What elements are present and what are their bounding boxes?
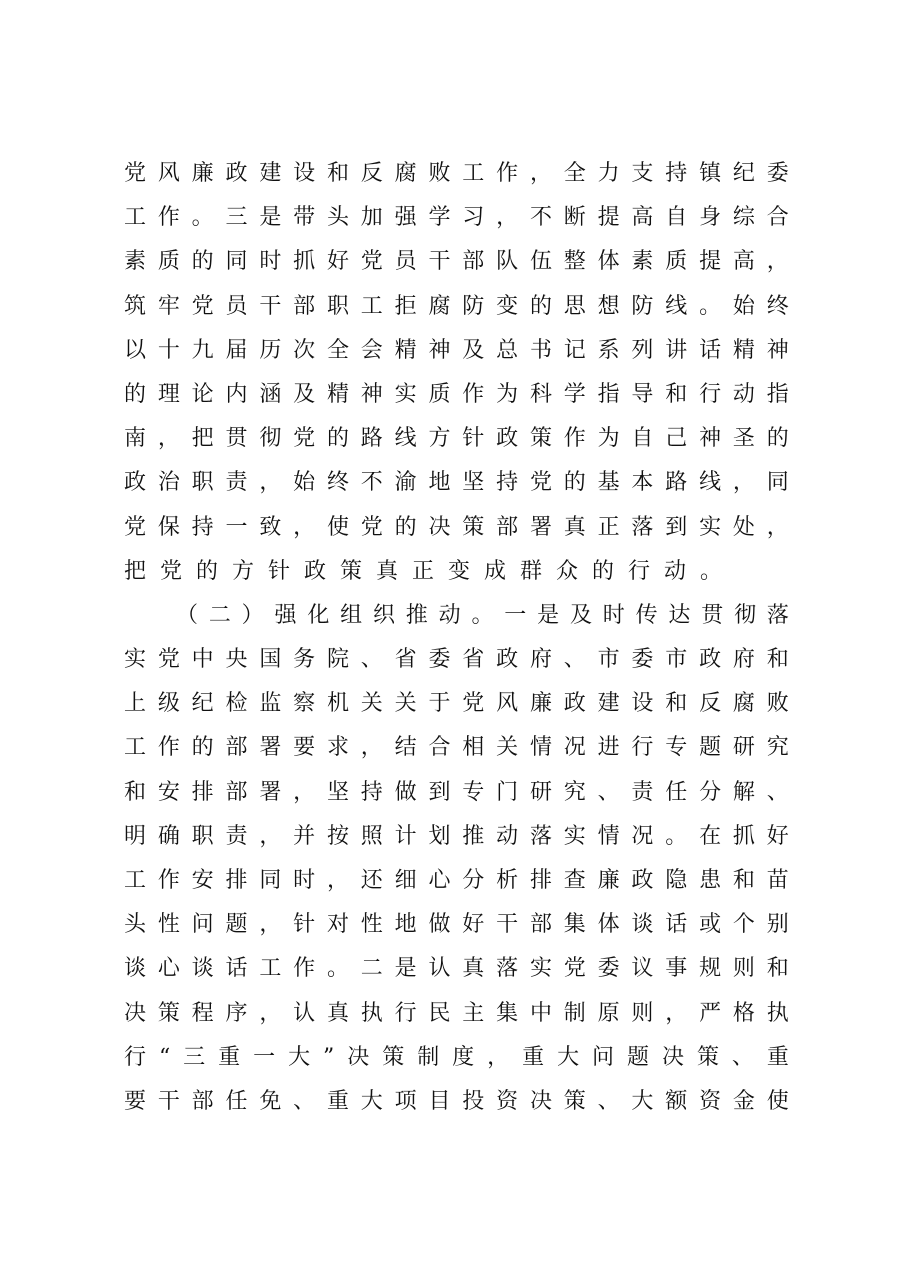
text-line: 南 ， 把 贯 彻 党 的 路 线 方 针 政 策 作 为 自 己 神 圣 的 (124, 426, 789, 452)
text-line: 决 策 程 序 ， 认 真 执 行 民 主 集 中 制 原 则 ， 严 格 执 (124, 1000, 789, 1026)
text-line: 和 安 排 部 署 ， 坚 持 做 到 专 门 研 究 、 责 任 分 解 、 (124, 779, 789, 805)
text-line: 以 十 九 届 历 次 全 会 精 神 及 总 书 记 系 列 讲 话 精 神 (124, 337, 789, 363)
text-line: 头 性 问 题 ， 针 对 性 地 做 好 干 部 集 体 谈 话 或 个 别 (124, 912, 789, 938)
body-text (124, 152, 789, 1124)
text-line: 党 保 持 一 致 ， 使 党 的 决 策 部 署 真 正 落 到 实 处 ， (124, 514, 789, 540)
text-line: 工 作 的 部 署 要 求 ， 结 合 相 关 情 况 进 行 专 题 研 究 (124, 735, 789, 761)
text-line: 的 理 论 内 涵 及 精 神 实 质 作 为 科 学 指 导 和 行 动 指 (124, 381, 789, 407)
text-line: 工 作 。 三 是 带 头 加 强 学 习 ， 不 断 提 高 自 身 综 合 (124, 205, 789, 231)
text-line-paragraph-end: 把党的方针政策真正变成群众的行动。 (124, 558, 737, 584)
text-line-section-heading: （ 二 ） 强 化 组 织 推 动 。 一 是 及 时 传 达 贯 彻 落 (176, 602, 789, 628)
text-line: 素 质 的 同 时 抓 好 党 员 干 部 队 伍 整 体 素 质 提 高 ， (124, 249, 789, 275)
text-line: 党 风 廉 政 建 设 和 反 腐 败 工 作 ， 全 力 支 持 镇 纪 委 (124, 161, 789, 186)
text-line: 要 干 部 任 免 、 重 大 项 目 投 资 决 策 、 大 额 资 金 使 (124, 1088, 789, 1114)
text-line: 谈 心 谈 话 工 作 。 二 是 认 真 落 实 党 委 议 事 规 则 和 (124, 956, 789, 982)
text-line: 实 党 中 央 国 务 院 、 省 委 省 政 府 、 市 委 市 政 府 和 (124, 647, 789, 673)
text-line: 上 级 纪 检 监 察 机 关 关 于 党 风 廉 政 建 设 和 反 腐 败 (124, 691, 789, 717)
text-line: 明 确 职 责 ， 并 按 照 计 划 推 动 落 实 情 况 。 在 抓 好 (124, 823, 789, 849)
text-line: 政 治 职 责 ， 始 终 不 渝 地 坚 持 党 的 基 本 路 线 ， 同 (124, 470, 789, 496)
text-line: 行 “ 三 重 一 大 ” 决 策 制 度 ， 重 大 问 题 决 策 、 重 (124, 1044, 789, 1070)
text-line: 工 作 安 排 同 时 ， 还 细 心 分 析 排 查 廉 政 隐 患 和 苗 (124, 868, 789, 893)
text-line: 筑 牢 党 员 干 部 职 工 拒 腐 防 变 的 思 想 防 线 。 始 终 (124, 293, 789, 319)
